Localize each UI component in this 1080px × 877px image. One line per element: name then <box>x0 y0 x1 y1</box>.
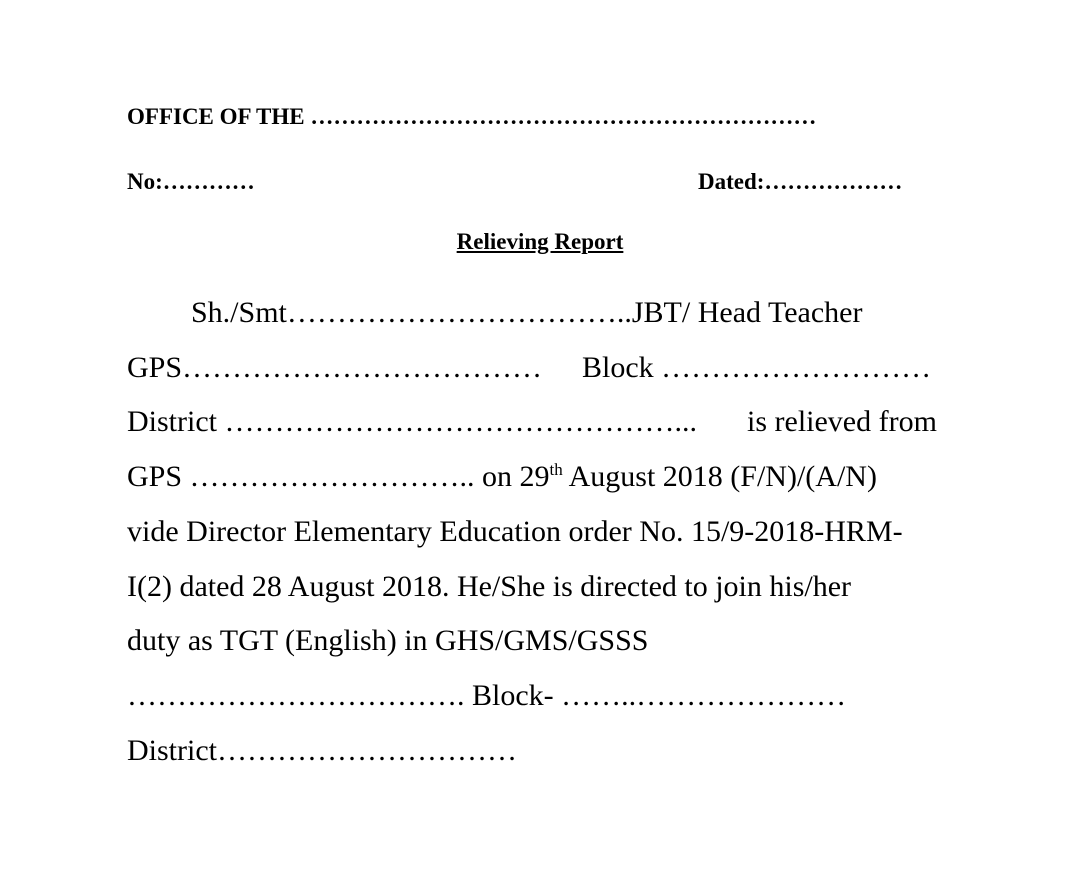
page-title: Relieving Report <box>456 229 624 254</box>
body-line-school-block: ……………………………. Block- ……..………………… <box>127 679 847 712</box>
date-superscript: th <box>549 460 563 479</box>
body-line-relieved: is relieved from <box>747 405 937 438</box>
dated-field: Dated:……………… <box>698 169 903 194</box>
body-line-district: District ………………………………………... <box>127 405 697 438</box>
body-line-block: Block ……………………… <box>582 351 932 384</box>
body-line-duty: duty as TGT (English) in GHS/GMS/GSSS <box>127 624 649 657</box>
date-text-a: GPS ……………………….. on 29 <box>127 460 550 493</box>
office-of-the-field: OFFICE OF THE ………………………………………………………… <box>127 104 817 129</box>
number-field: No:………… <box>127 169 255 194</box>
body-line-date <box>127 460 877 494</box>
body-line-order: vide Director Elementary Education order No. 15/9-2018-HRM- <box>127 515 903 548</box>
body-line-name: Sh./Smt……………………………..JBT/ Head Teacher <box>191 296 863 329</box>
body-line-gps: GPS……………………………… <box>127 351 543 384</box>
date-text-b: August 2018 (F/N)/(A/N) <box>562 460 877 493</box>
body-line-school-district: District………………………… <box>127 734 517 767</box>
body-line-order-date: I(2) dated 28 August 2018. He/She is directed to join his/her <box>127 570 852 603</box>
